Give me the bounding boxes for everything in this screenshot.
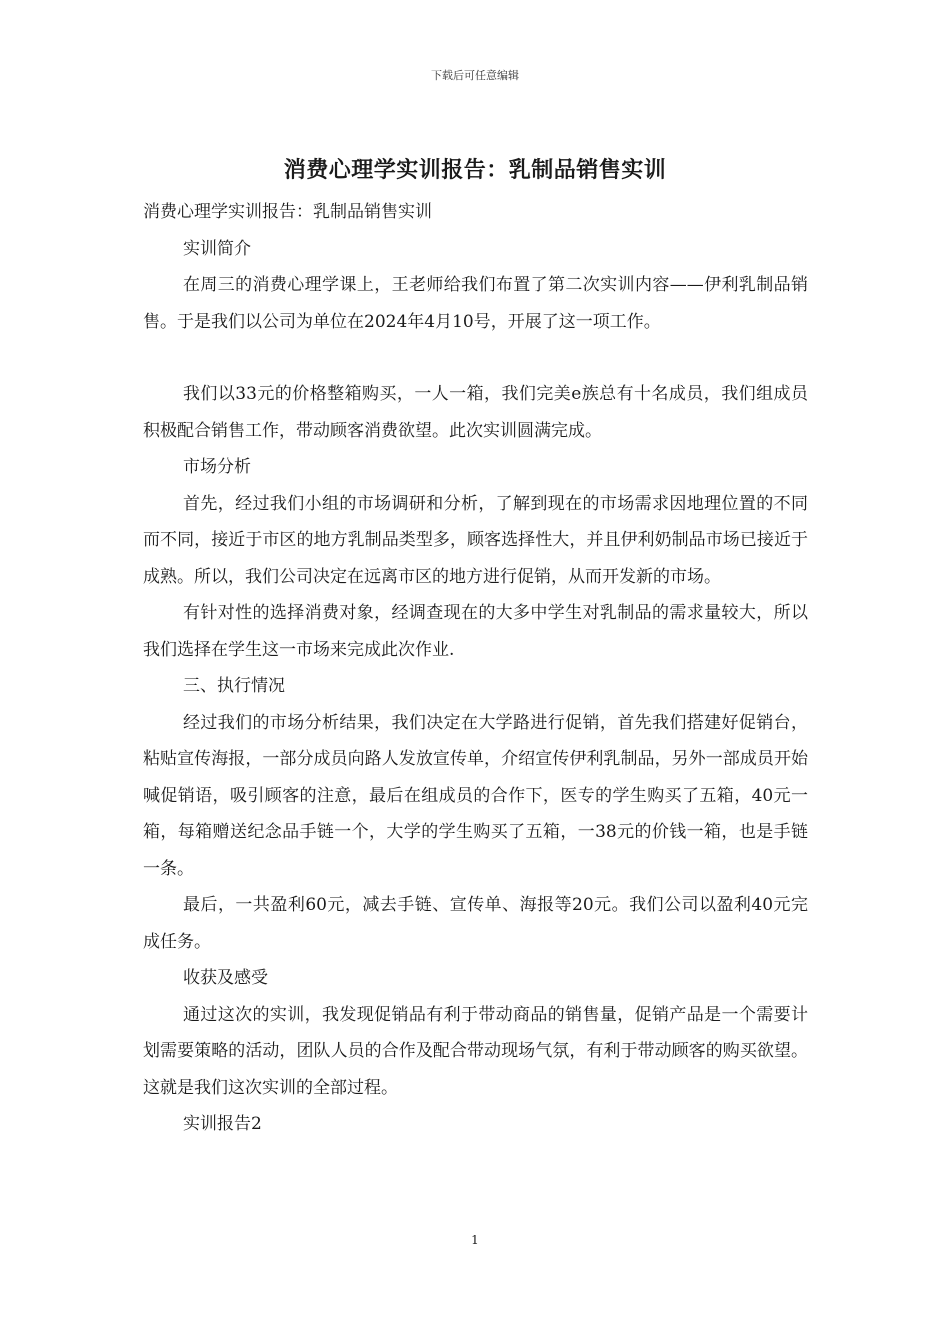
paragraph-intro: 在周三的消费心理学课上，王老师给我们布置了第二次实训内容——伊利乳制品销售。于是我们以公司为单位在2024年4月10号，开展了这一项工作。 (143, 275, 808, 332)
paragraph-harvest: 通过这次的实训，我发现促销品有利于带动商品的销售量，促销产品是一个需要计划需要策略的活动，团队人员的合作及配合带动现场气氛，有利于带动顾客的购买欲望。这就是我们这次实训的全部过程。 (143, 1004, 808, 1098)
paragraph-profit: 最后，一共盈利60元，减去手链、宣传单、海报等20元。我们公司以盈利40元完成任务。 (143, 895, 808, 952)
paragraph-target: 有针对性的选择消费对象，经调查现在的大多中学生对乳制品的需求量较大，所以我们选择在学生这一市场来完成此次作业. (143, 603, 808, 660)
section-heading-intro: 实训简介 (183, 238, 251, 259)
paragraph-execution: 经过我们的市场分析结果，我们决定在大学路进行促销，首先我们搭建好促销台，粘贴宣传海报，一部分成员向路人发放宣传单，介绍宣传伊利乳制品，另外一部成员开始喊促销语，吸引顾客的注意，最后在组成员的合作下，医专的学生购买了五箱，40元一箱，每箱赠送纪念品手链一个，大学的学生购买了五箱，一38元的价钱一箱，也是手链一条。 (143, 712, 808, 879)
paragraph-purchase: 我们以33元的价格整箱购买，一人一箱，我们完美e族总有十名成员，我们组成员积极配合销售工作，带动顾客消费欲望。此次实训圆满完成。 (143, 384, 808, 441)
section-heading-harvest: 收获及感受 (183, 968, 268, 988)
section-heading-market: 市场分析 (183, 457, 251, 477)
header-note: 下载后可任意编辑 (431, 69, 519, 82)
paragraph-market-research: 首先，经过我们小组的市场调研和分析，了解到现在的市场需求因地理位置的不同而不同，接近于市区的地方乳制品类型多，顾客选择性大，并且伊利奶制品市场已接近于成熟。所以，我们公司决定在远离市区的地方进行促销，从而开发新的市场。 (143, 493, 808, 587)
page-number: 1 (471, 1233, 479, 1247)
blank-line (143, 340, 808, 376)
subtitle-line: 消费心理学实训报告：乳制品销售实训 (143, 202, 432, 222)
document-title: 消费心理学实训报告：乳制品销售实训 (283, 157, 667, 183)
section-heading-report2: 实训报告2 (183, 1114, 262, 1134)
document-body (143, 194, 808, 1143)
section-heading-execution: 三、执行情况 (183, 676, 285, 696)
